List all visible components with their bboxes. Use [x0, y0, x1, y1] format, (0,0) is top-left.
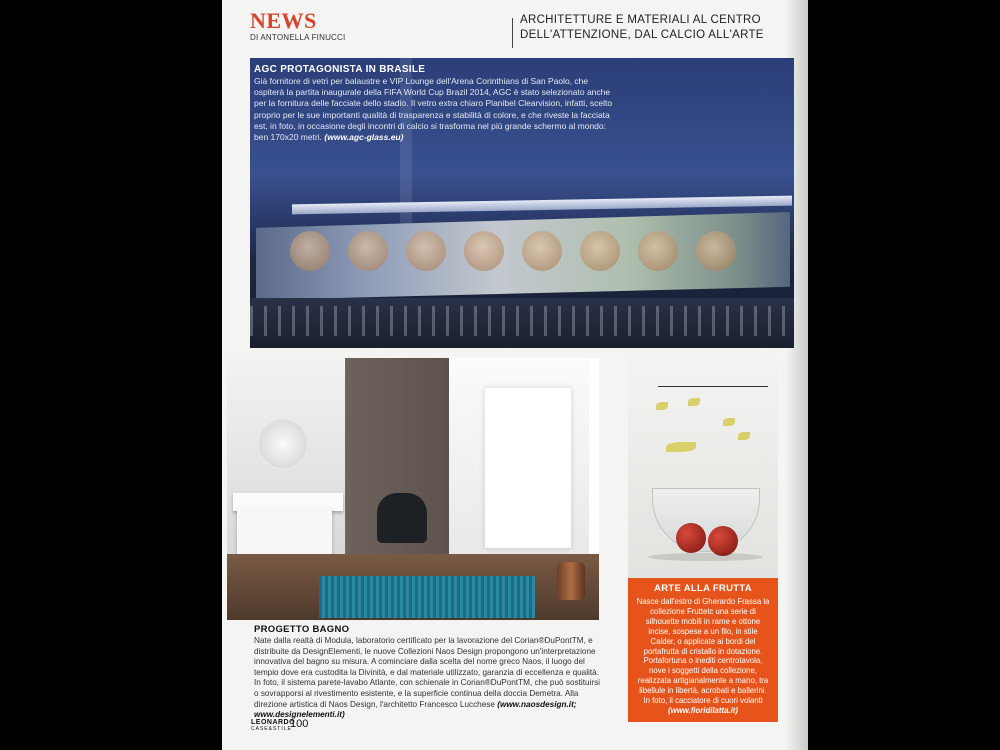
mobile-silhouette — [656, 402, 668, 410]
blue-rug — [319, 576, 535, 618]
logo-subtitle: CASE&STILE — [251, 726, 292, 732]
player-face — [522, 231, 562, 271]
frutta-article-body — [628, 594, 778, 716]
round-mirror — [257, 418, 309, 470]
red-apple — [708, 526, 738, 556]
bowl-shadow — [648, 553, 763, 561]
logo-name: LEONARDO — [251, 719, 296, 726]
magazine-page — [222, 0, 808, 750]
player-face — [696, 231, 736, 271]
copper-stool — [557, 562, 585, 600]
header-divider — [512, 18, 513, 48]
screen-faces — [290, 223, 770, 283]
mobile-silhouette — [723, 418, 735, 426]
agc-article-title: AGC PROTAGONISTA IN BRASILE — [254, 64, 426, 75]
agc-article-text: Già fornitore di vetri per balaustre e VIP Lounge dell'Arena Corinthians di San Paolo, che ospiterà la partita inaugurale della FIFA World Cup Brazil 2014, AGC è stato selezionato anche per la fornitura delle facciate dello stadio. Il vetro extra chiaro Planibel Clearvision, infatti, scelto proprio per le sue importanti qualità di trasparenza e stabilità di colore, e che riveste la facciata est, in foto, in occasione degli incontri di calcio si trasforma nel più grande schermo al mondo: ben 170x20 metri. — [254, 76, 613, 143]
section-title: NEWS — [250, 8, 317, 33]
stadium-roof — [292, 196, 792, 215]
frutta-article-text: Nasce dall'estro di Gherardo Frassa la collezione Fruttetc una serie di silhouette mobili in rame e ottone incise, sospese a un filo, in stile Calder, o applicate ai bordi del portafrutta di cristallo in dotazione. Portafortuna o inediti centrotavola, nove i soggetti della collezione, realizzata artigianalmente a mano, tra libellule in libertà, acrobati e ballerini. In foto, il cacciatore di cuori volanti — [636, 597, 770, 706]
bagno-article-body — [254, 636, 604, 721]
mobile-silhouette — [688, 398, 700, 406]
bathroom-photo — [227, 358, 599, 620]
agc-link: (www.agc-glass.eu) — [324, 132, 404, 143]
headline-line-1: ARCHITETTURE E MATERIALI AL CENTRO — [520, 14, 761, 26]
player-face — [406, 231, 446, 271]
agc-article-body — [254, 76, 614, 143]
byline: DI ANTONELLA FINUCCI — [250, 33, 346, 42]
armchair — [377, 493, 427, 543]
bagno-article-text: Nate dalla realtà di Modula, laboratorio certificato per la lavorazione del Corian®DuPontTM, e distribuite da DesignElementi, le nuove Collezioni Naos Design propongono un'interpretazione innovativa del bagno su misura. A cominciare dalla scelta del nome greco Naos, il luogo del tempio dove era custodita la Divinità, e dal materiale utilizzato, garanzia di eccellenza e qualità. In foto, il sistema parete-lavabo Atlante, con schienale in Corian®DuPontTM, che può sostituirsi o sovrapporsi al rivestimento esistente, e la superficie continua della doccia Demetra. Alla direzione artistica di Naos Design, l'architetto Francesco Lucchese — [254, 636, 600, 709]
player-face — [638, 231, 678, 271]
player-face — [348, 231, 388, 271]
parking-lights — [250, 306, 794, 336]
bagno-article-title: PROGETTO BAGNO — [254, 624, 350, 635]
player-face — [464, 231, 504, 271]
frutta-article-box — [628, 578, 778, 722]
frutta-link: (www.fioridilatta.it) — [668, 705, 738, 715]
player-face — [580, 231, 620, 271]
bagno-link: (www.naosdesign.it; www.designelementi.it) — [254, 699, 577, 720]
headline-line-2: DELL'ATTENZIONE, DAL CALCIO ALL'ARTE — [520, 29, 764, 41]
mobile-silhouette — [738, 432, 750, 440]
page-headline — [520, 13, 790, 43]
crystal-bowl — [652, 488, 760, 552]
red-apple — [676, 523, 706, 553]
frutta-article-title: ARTE ALLA FRUTTA — [654, 583, 752, 594]
shower-panel — [485, 388, 571, 548]
mobile-silhouette — [666, 442, 696, 452]
magazine-logo — [251, 719, 295, 733]
fruit-bowl-photo — [628, 358, 778, 578]
player-face — [290, 231, 330, 271]
page-number: 100 — [290, 718, 309, 730]
